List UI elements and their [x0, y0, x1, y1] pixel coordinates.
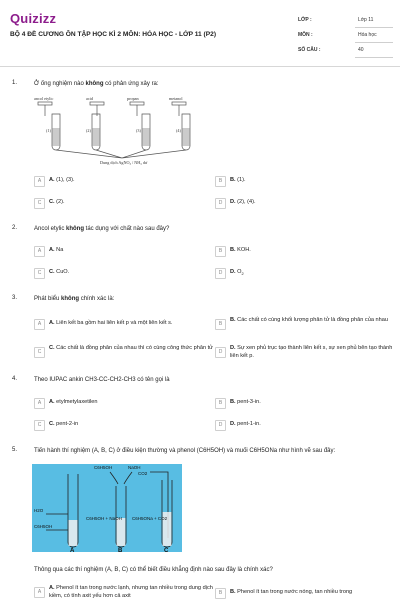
option-letter: A	[34, 176, 45, 187]
option-letter: B	[215, 176, 226, 187]
question-5	[12, 447, 392, 457]
option-letter: D	[215, 347, 226, 358]
tube-letter: A	[70, 548, 75, 554]
layer-label: C6H5OH	[34, 524, 53, 529]
option-letter: A	[34, 398, 45, 409]
reagent-label: CO2	[138, 471, 148, 476]
divider	[355, 57, 393, 58]
reagent-label: NaOH	[128, 465, 141, 470]
question-number: 2.	[12, 225, 18, 231]
question-text: Ancol etylic không tác dụng với chất nào sau đây?	[34, 226, 170, 232]
question-text: Theo IUPAC ankin CH3-CC-CH2-CH3 có tên gọi là	[34, 377, 170, 383]
layer-label: H2O	[34, 508, 44, 513]
tube-letter: C	[164, 548, 169, 554]
reagent-label: metanol	[169, 96, 183, 101]
tube-label: (1)	[46, 128, 51, 133]
divider	[355, 27, 393, 28]
option-letter: A	[34, 587, 45, 598]
reagent-label: acid	[86, 96, 93, 101]
option-letter: B	[215, 398, 226, 409]
reagent-label: propan	[127, 96, 139, 101]
question-2	[12, 225, 392, 235]
reagent-label: C6H5OH	[94, 465, 113, 470]
figure-caption: Dung dịch AgNO₃ / NH₃ dư	[100, 160, 148, 165]
mixture-label: C6H5ONa + CO2	[132, 516, 168, 521]
option-letter: C	[34, 268, 45, 279]
option-letter: C	[34, 347, 45, 358]
option-letter: B	[215, 319, 226, 330]
question-number: 1.	[12, 80, 18, 86]
phenol-experiment-figure	[32, 460, 182, 556]
question-text: Phát biểu không chính xác là:	[34, 296, 115, 302]
question-4	[12, 376, 392, 386]
reagent-label: ancol etylic	[34, 96, 54, 101]
option-letter: A	[34, 319, 45, 330]
option-letter: B	[215, 246, 226, 257]
mixture-label: C6H5OH + NaOH	[86, 516, 122, 521]
count-label: SỐ CÂU :	[298, 47, 321, 53]
quizizz-logo: Quizizz	[10, 11, 57, 26]
option-letter: D	[215, 420, 226, 431]
class-value: Lớp 11	[358, 17, 374, 23]
class-label: LỚP :	[298, 17, 312, 23]
count-value: 40	[358, 47, 364, 53]
option-letter: B	[215, 588, 226, 599]
question-5-prompt	[12, 566, 392, 576]
page-title: BỘ 4 ĐỀ CƯƠNG ÔN TẬP HỌC KÌ 2 MÔN: HÓA HỌC - LỚP 11 (P2)	[10, 31, 217, 38]
question-text: Thông qua các thí nghiệm (A, B, C) có thể biết điều khẳng định nào sau đây là chính xác?	[34, 567, 273, 573]
header-separator	[0, 66, 400, 67]
option-letter: D	[215, 268, 226, 279]
option-letter: C	[34, 420, 45, 431]
question-text: Tiến hành thí nghiệm (A, B, C) ở điều kiện thường và phenol (C6H5OH) và muối C6H5ONa như hình vẽ sau đây:	[34, 448, 336, 454]
question-3	[12, 295, 392, 305]
tube-label: (2)	[86, 128, 91, 133]
subject-label: MÔN :	[298, 32, 313, 38]
test-tubes-figure	[32, 94, 212, 166]
question-text: Ở ống nghiệm nào không có phản ứng xảy ra:	[34, 81, 159, 87]
divider	[355, 42, 393, 43]
tube-label: (3)	[136, 128, 141, 133]
question-number: 5.	[12, 447, 18, 453]
option-letter: A	[34, 246, 45, 257]
question-number: 3.	[12, 295, 18, 301]
option-letter: C	[34, 198, 45, 209]
tube-label: (4)	[176, 128, 181, 133]
option-letter: D	[215, 198, 226, 209]
tube-letter: B	[118, 548, 123, 554]
question-number: 4.	[12, 376, 18, 382]
subject-value: Hóa học	[358, 32, 377, 38]
